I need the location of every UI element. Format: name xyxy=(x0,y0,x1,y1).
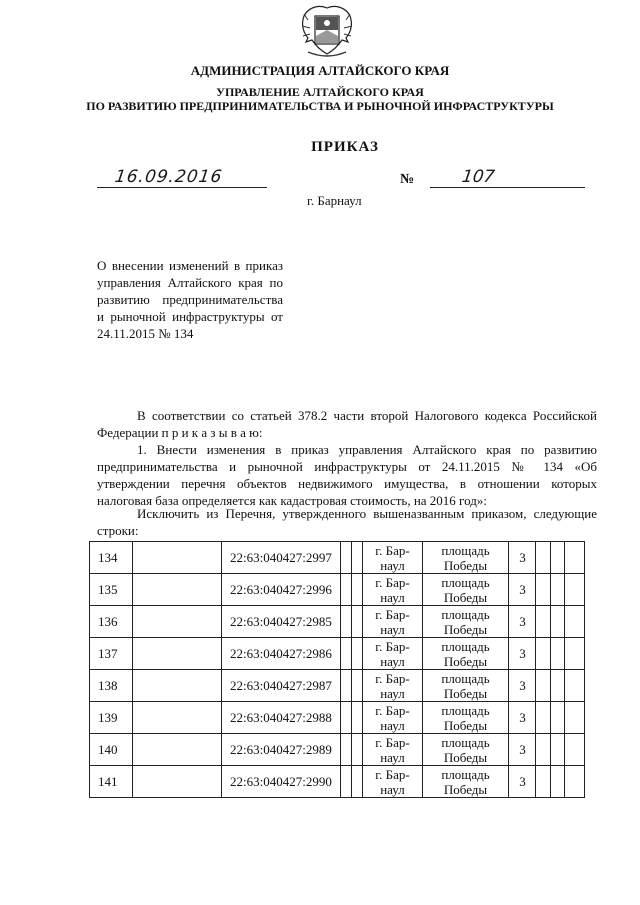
empty-cell xyxy=(536,638,550,670)
empty-cell xyxy=(564,542,584,574)
street-cell xyxy=(422,638,509,670)
order-number: 107 xyxy=(460,167,496,187)
number-sign: № xyxy=(400,172,415,187)
organization-name: АДМИНИСТРАЦИЯ АЛТАЙСКОГО КРАЯ xyxy=(190,63,450,78)
city-line-1: г. Бар- xyxy=(375,542,410,558)
table-row xyxy=(90,734,585,766)
empty-cell xyxy=(351,734,362,766)
empty-cell xyxy=(133,734,222,766)
quantity-cell: 3 xyxy=(509,702,536,734)
city-line-1: г. Бар- xyxy=(375,606,410,622)
row-number: 140 xyxy=(90,734,133,766)
city-line-2: наул xyxy=(380,589,405,605)
cadastral-number: 22:63:040427:2986 xyxy=(222,638,340,670)
empty-cell xyxy=(351,574,362,606)
empty-cell xyxy=(340,606,351,638)
quantity-cell: 3 xyxy=(509,670,536,702)
empty-cell xyxy=(550,606,564,638)
empty-cell xyxy=(564,734,584,766)
city-line-1: г. Бар- xyxy=(375,766,410,782)
table-row xyxy=(90,606,585,638)
empty-cell xyxy=(564,702,584,734)
street-line-2: Победы xyxy=(443,717,488,733)
quantity-cell: 3 xyxy=(509,542,536,574)
street-line-2: Победы xyxy=(443,749,488,765)
city-cell xyxy=(363,670,422,702)
city-line-1: г. Бар- xyxy=(375,702,410,718)
street-line-2: Победы xyxy=(443,557,488,573)
empty-cell xyxy=(536,766,550,798)
department-name xyxy=(0,85,640,113)
empty-cell xyxy=(340,542,351,574)
street-cell xyxy=(422,670,509,702)
city-line-1: г. Бар- xyxy=(375,638,410,654)
row-number: 135 xyxy=(90,574,133,606)
cadastral-number: 22:63:040427:2985 xyxy=(222,606,340,638)
cadastral-number: 22:63:040427:2990 xyxy=(222,766,340,798)
empty-cell xyxy=(340,574,351,606)
empty-cell xyxy=(351,766,362,798)
document-title: ПРИКАЗ xyxy=(311,139,379,155)
empty-cell xyxy=(351,670,362,702)
street-cell xyxy=(422,542,509,574)
city-line-2: наул xyxy=(380,557,405,573)
city-line-2: наул xyxy=(380,717,405,733)
street-cell xyxy=(422,702,509,734)
empty-cell xyxy=(351,702,362,734)
city-line-2: наул xyxy=(380,653,405,669)
city-line-1: г. Бар- xyxy=(375,670,410,686)
empty-cell xyxy=(340,734,351,766)
empty-cell xyxy=(133,574,222,606)
table-row xyxy=(90,638,585,670)
street-line-1: площадь xyxy=(441,766,490,782)
excluded-records-table xyxy=(89,541,585,798)
empty-cell xyxy=(536,606,550,638)
empty-cell xyxy=(550,670,564,702)
street-cell xyxy=(422,606,509,638)
city-line-2: наул xyxy=(380,621,405,637)
empty-cell xyxy=(550,574,564,606)
city-cell xyxy=(363,766,422,798)
street-line-1: площадь xyxy=(441,734,490,750)
street-cell xyxy=(422,766,509,798)
empty-cell xyxy=(536,542,550,574)
row-number: 141 xyxy=(90,766,133,798)
empty-cell xyxy=(340,638,351,670)
city-cell xyxy=(363,638,422,670)
date-underline xyxy=(97,187,267,188)
cadastral-number: 22:63:040427:2989 xyxy=(222,734,340,766)
empty-cell xyxy=(536,670,550,702)
row-number: 136 xyxy=(90,606,133,638)
cadastral-number: 22:63:040427:2997 xyxy=(222,542,340,574)
empty-cell xyxy=(351,638,362,670)
empty-cell xyxy=(536,574,550,606)
row-number: 138 xyxy=(90,670,133,702)
street-line-1: площадь xyxy=(441,702,490,718)
department-line-1: УПРАВЛЕНИЕ АЛТАЙСКОГО КРАЯ xyxy=(216,85,424,99)
empty-cell xyxy=(351,606,362,638)
paragraph-item-1: 1. Внести изменения в приказ управления Алтайского края по развитию предпринимательства и рыночной инфраструктуры от 24.11.2015 № 134 «Об утверждении перечня объектов недвижимого имущества, в отношении которых налоговая база определяется как кадастровая стоимость, на 2016 год»: xyxy=(97,442,597,508)
city-cell xyxy=(363,574,422,606)
quantity-cell: 3 xyxy=(509,734,536,766)
row-number: 134 xyxy=(90,542,133,574)
city-cell xyxy=(363,702,422,734)
quantity-cell: 3 xyxy=(509,638,536,670)
table-row xyxy=(90,542,585,574)
empty-cell xyxy=(550,638,564,670)
empty-cell xyxy=(340,670,351,702)
city-line-1: г. Бар- xyxy=(375,574,410,590)
paragraph-exclude: Исключить из Перечня, утвержденного вышеназванным приказом, следующие строки: xyxy=(97,506,597,538)
quantity-cell: 3 xyxy=(509,606,536,638)
empty-cell xyxy=(564,606,584,638)
quantity-cell: 3 xyxy=(509,766,536,798)
order-subject: О внесении изменений в приказ управления Алтайского края по развитию предпринимательства и рыночной инфраструктуры от 24.11.2015 № 134 xyxy=(97,258,283,341)
cadastral-number: 22:63:040427:2988 xyxy=(222,702,340,734)
empty-cell xyxy=(536,734,550,766)
paragraph-legal-basis: В соответствии со статьей 378.2 части второй Налогового кодекса Российской Федерации п р и к а з ы в а ю: xyxy=(97,408,597,440)
empty-cell xyxy=(133,606,222,638)
row-number: 139 xyxy=(90,702,133,734)
empty-cell xyxy=(340,766,351,798)
table-row xyxy=(90,702,585,734)
empty-cell xyxy=(564,574,584,606)
street-line-2: Победы xyxy=(443,685,488,701)
street-line-1: площадь xyxy=(441,670,490,686)
empty-cell xyxy=(564,638,584,670)
street-cell xyxy=(422,574,509,606)
table-row xyxy=(90,766,585,798)
street-line-2: Победы xyxy=(443,589,488,605)
street-cell xyxy=(422,734,509,766)
cadastral-number: 22:63:040427:2987 xyxy=(222,670,340,702)
street-line-2: Победы xyxy=(443,781,488,797)
coat-of-arms-emblem xyxy=(298,2,356,62)
city-line-1: г. Бар- xyxy=(375,734,410,750)
city-cell xyxy=(363,606,422,638)
empty-cell xyxy=(351,542,362,574)
street-line-1: площадь xyxy=(441,606,490,622)
number-underline xyxy=(430,187,585,188)
empty-cell xyxy=(133,702,222,734)
empty-cell xyxy=(550,542,564,574)
empty-cell xyxy=(133,542,222,574)
empty-cell xyxy=(550,766,564,798)
department-line-2: ПО РАЗВИТИЮ ПРЕДПРИНИМАТЕЛЬСТВА И РЫНОЧНОЙ ИНФРАСТРУКТУРЫ xyxy=(86,99,554,113)
table-row xyxy=(90,670,585,702)
row-number: 137 xyxy=(90,638,133,670)
city-line-2: наул xyxy=(380,749,405,765)
empty-cell xyxy=(133,670,222,702)
empty-cell xyxy=(133,638,222,670)
city-cell xyxy=(363,542,422,574)
empty-cell xyxy=(550,702,564,734)
city-name: г. Барнаул xyxy=(307,193,362,208)
street-line-1: площадь xyxy=(441,542,490,558)
street-line-2: Победы xyxy=(443,621,488,637)
empty-cell xyxy=(550,734,564,766)
city-line-2: наул xyxy=(380,781,405,797)
street-line-1: площадь xyxy=(441,574,490,590)
street-line-2: Победы xyxy=(443,653,488,669)
table-row xyxy=(90,574,585,606)
empty-cell xyxy=(564,670,584,702)
city-line-2: наул xyxy=(380,685,405,701)
cadastral-number: 22:63:040427:2996 xyxy=(222,574,340,606)
empty-cell xyxy=(564,766,584,798)
order-date: 16.09.2016 xyxy=(113,167,224,187)
empty-cell xyxy=(133,766,222,798)
empty-cell xyxy=(340,702,351,734)
street-line-1: площадь xyxy=(441,638,490,654)
city-cell xyxy=(363,734,422,766)
empty-cell xyxy=(536,702,550,734)
quantity-cell: 3 xyxy=(509,574,536,606)
